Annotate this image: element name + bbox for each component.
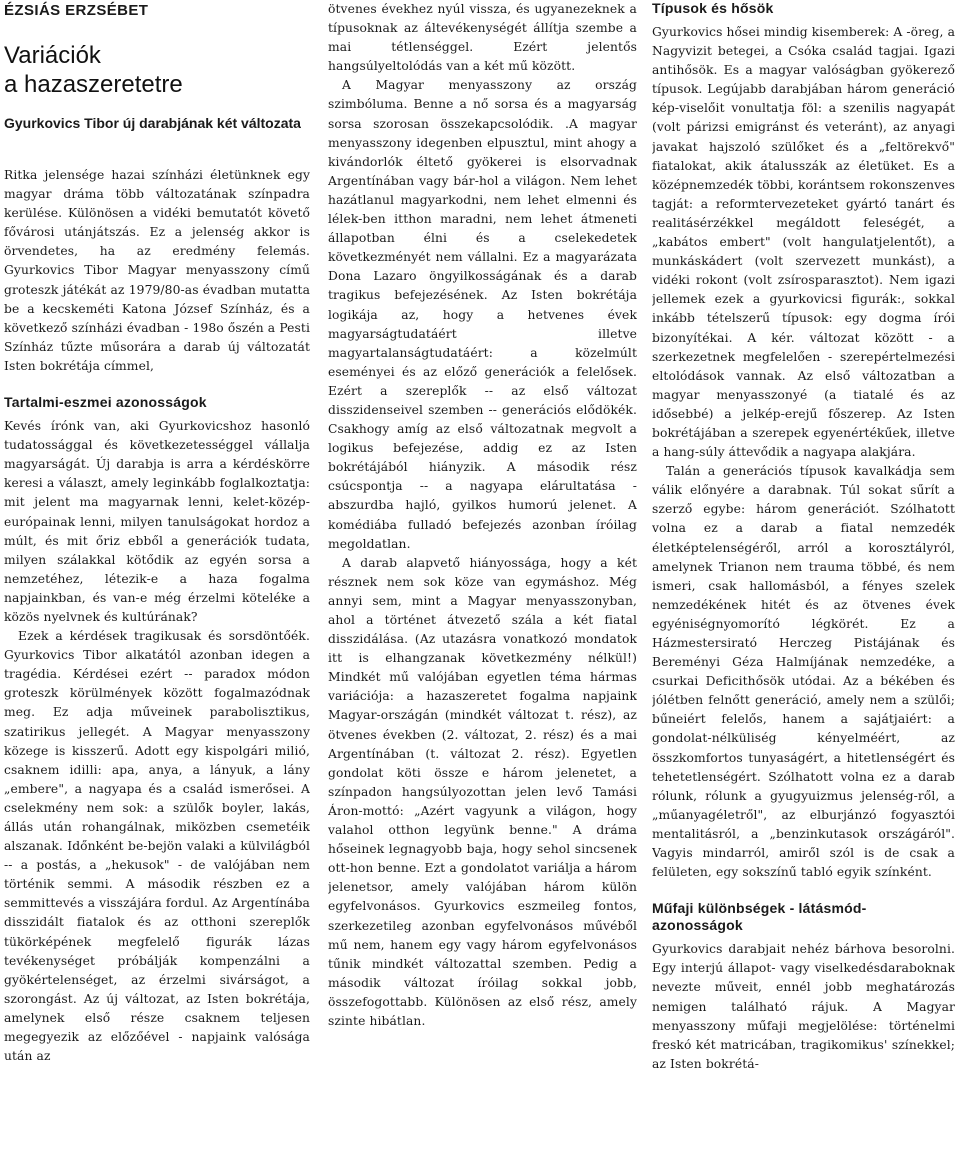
section-heading-content: Tartalmi-eszmei azonosságok <box>4 394 207 411</box>
body-paragraph: Gyurkovics darabjait nehéz bárhova besorolni. Egy interjú állapot- vagy viselkedésdaraboknak nevezte műveit, ennél jobb meghatározás nemigen található rájuk. A Magyar menyasszony műfaji megjelölése: történelmi freskó két matricában, tragikomikus' színekkel; az Isten bokrétá- <box>652 942 955 1071</box>
body-paragraph: Talán a generációs típusok kavalkádja sem válik előnyére a darabnak. Túl sokat sűrít a szerző egybe: három generációt. Szólhatott volna ez a darab a fiatal nemzedék életképtelenségéről, arról a korosztályról, amelynek Trianon nem traumа többé, és nem ismeri, csak hallomásból, a fényes szelek nemzedékének hitét és az ötvenes évek egyéniségnyomorító légkörét. Ez a Házmestersirató Herczeg Pistájának és Bereményi Géza Halmíjának nemzedéke, a csurkai Deficithősök utódai. Az a békében és jólétben felnőtt generáció, amely nem a szülői; bűneiért felelős, hanem a sajátjaiért: a gondolat-nélküliség kényelméért, az összkomfortos tunyaságért, a hitetlenségért és tehetetlenségért. Szólhatott volna ez a darab rólunk, rólunk a gyugyuizmus jelenség-ről, a „műanyagéletről", az elburjánzó fogyasztói mentalitásról, a „benzinkutasok országáról". Vagyis mindarról, amiről szól is de csak a felületen, egy sokszínű tabló egyik színként. <box>652 464 955 880</box>
intro-paragraph: Ritka jelensége hazai színházi életünknek egy magyar dráma több változatának színpadra kerülése. Különösen a vidéki bemutatót követő fővárosi utánjátszás. Ez a jelenség akkor is örvendetes, ha az eredmény felemás. Gyurkovics Tibor Magyar menyasszony című groteszk játékát az 1979/80-as évadban mutatta be a kecskeméti Katona József Színház, és a következő színházi évadban - 198o őszén a Pesti Színház tűzte műsorára a darab új változatát Isten bokrétája címmel, <box>4 168 310 373</box>
article-subtitle: Gyurkovics Tibor új darabjának két változata <box>4 115 301 131</box>
author-name: ÉZSIÁS ERZSÉBET <box>4 2 149 19</box>
body-paragraph: A darab alapvető hiányossága, hogy a két résznek nem sok köze van egymáshoz. Még annyi sem, mint a Magyar menyasszonyban, ahol a történet átvezető szála a két fiatal disszidálása. (Az utazásra vonatkozó mondatok itt is elhangzanak következmény nélkül!) Mindkét mű valójában egyetlen téma hármas variációja: a hazaszeretet fogalma napjaink Magyar-országán (mindkét változat t. rész), az ötvenes években (2. változat, 2. rész) és a mai Argentínában (t. változat 2. rész). Egyetlen gondolat köti össze e három jelenetet, a színpadon hangsúlyozottan jelen levő Tamási Áron-mottó: „Azért vagyunk a világon, hogy valahol otthon legyünk benne." A dráma hőseinek legnagyobb baja, hogy sehol sincsenek ott-hon benne. Ezt a gondolatot variálja a három jelenetsor, amely valójában három külön egyfelvonásos. Gyurkovics eszmeileg fontos, szerkezetileg azonban egyfelvonásos művéből mű nem, hanem egy vagy három egyfelvonásos tűnik mindkét változattal szemben. Pedig a második változat íróilag sokkal jobb, összefogottabb. Különösen az első rész, amely szinte hibátlan. <box>328 555 637 1028</box>
body-paragraph: Kevés írónk van, aki Gyurkovicshoz hasonló tudatossággal és következetességgel vállalja magyarságát. Új darabja is arra a kérdéskörre keresi a választ, amely leginkább foglalkoztatja: mit jelent ma magyarnak lenni, kelet-közép-európainak lenni, milyen tanulságokat hordoz a múlt, és mit őriz ebből a generációk tudata, milyen szálakkal kötődik az egyén sorsa a nemzetéhez, létezik-e a haza fogalma napjainkban, és van-e még érzelmi köteléke a közös nyelvnek és kultúrának? <box>4 419 310 624</box>
body-paragraph: ötvenes évekhez nyúl vissza, és ugyanezeknek a típusoknak az áltevékenységét állítja szembe a mai tétlenséggel. Ezért jelentős hangsúlyeltolódás van a két mű között. <box>328 2 637 74</box>
article-title <box>4 41 310 99</box>
column-1 <box>4 0 310 1160</box>
title-line-2: a hazaszeretetre <box>4 71 183 98</box>
section-heading-genre: Műfaji különbségek - látásmód-azonosságok <box>652 900 867 934</box>
section-heading-types: Típusok és hősök <box>652 0 774 16</box>
body-paragraph: Gyurkovics hősei mindig kisemberek: A -öreg, a Nagyvizit betegei, a Csóka család tagjai. Igazi antihősök. Es a magyar valóságban gyökerező típusok. Legújabb darabjában három generáció kép-viselőit vonultatja föl: a szenilis nagyapát (volt párizsi emigránst és veteránt), az anyagi javakat hajszoló szülőket és a „feltörekvő" fiatalokat, akik átalusszák az életüket. Es a középnemzedék többi, korántsem rokonszenves tagját: a reformtervezeteket gyártó tanárt és realitásérzékkel megáldott feleségét, a „kabátos embert" (volt hangulatjelentőt), a munkáskádert (volt szervezett munkást), a vidéki rokont (volt zsírosparasztot). Nem igazi jellemek ezek a gyurkovicsi figurák:, sokkal inkább tételszerű típusok: egy dogma írói bizonyítékai. A kér. változat között - a szerkezetnek megfelelően - szerepértelmezési eltolódások vannak. Az első változatban a magyar menyasszonyé (a tiatalé és az idősebbé) a jelkép-erejű főszerep. Az Isten bokrétájában a szerepek egyenértékűek, illetve a hang-súly áttevődik a nagyapa alakjára. <box>652 25 955 460</box>
title-line-1: Variációk <box>4 42 101 69</box>
spacer <box>4 132 310 166</box>
body-paragraph: A Magyar menyasszony az ország szimbóluma. Benne a nő sorsa és a magyarság sorsa szorosan összekapcsolódik. .A magyar menyasszony idegenben elpusztul, mint ahogy a kivándorlók éltető gyökerei is elsorvadnak Argentínában vagy bár-hol a világon. Nem lehet hazátlanul magyarkodni, nem lehet elmenni és lélek-ben itthon maradni, nem lehet átmeneti állapotban élni és a cselekedetek következményét nem vállalni. Ez a magyarázata Dona Lazaro öngyilkosságának és a darab tragikus befejezésének. Az Isten bokrétája logikája az, hogy a hetvenes évek magyarságtudatáért illetve magyartalanságtudatáért: a közelmúlt eseményei és az előző generációk a felelősek. Ezért a szereplők -- az első változat disszidenseivel szemben -- generációs elődökék. Csakhogy amíg az első változatnak megvolt a logikus befejezése, addig ez az Isten bokrétájából hiányzik. A második rész csúcspontja -- a nagyapa elárultatása - abszurdba hajló, gyilkos humorú jelenet. A komédiába fulladó befejezés azonban íróilag megoldatlan. <box>328 78 637 551</box>
body-paragraph: Ezek a kérdések tragikusak és sorsdöntőék. Gyurkovics Tibor alkatától azonban idegen a tragédia. Kérdései ezért -- paradox módon groteszk körülmények között fogalmazódnak meg. Ez adja műveinek parabolisztikus, szatirikus jellegét. A Magyar menyasszony közege is kisszerű. Adott egy kispolgári milió, csaknem idilli: apa, anya, a lányuk, a lány „embere", a nagyapa és a család ismerősei. A cselekmény nem sok: a szülők boyler, lakás, állás után rohangálnak, miközben csemetéik alszanak. Időnként be-bejön valaki a külvilágból -- a postás, a „hekusok" - de valójában nem történik semmi. A második részben ez a semmittevés a visszájára fordul. Az Argentínába disszidált fiatalok és az otthoni szereplők tükörképének megfelelő figurák lázas tevékenységet próbálják kompenzálni a gyökértelenséget, az érzelmi sivárságot, a szorongást. Az új változat, az Isten bokrétája, amelynek első része csaknem teljesen megegyezik az előzőével - napjaink valósága után az <box>4 629 310 1064</box>
column-3 <box>652 0 955 1160</box>
column-2 <box>328 0 637 1160</box>
